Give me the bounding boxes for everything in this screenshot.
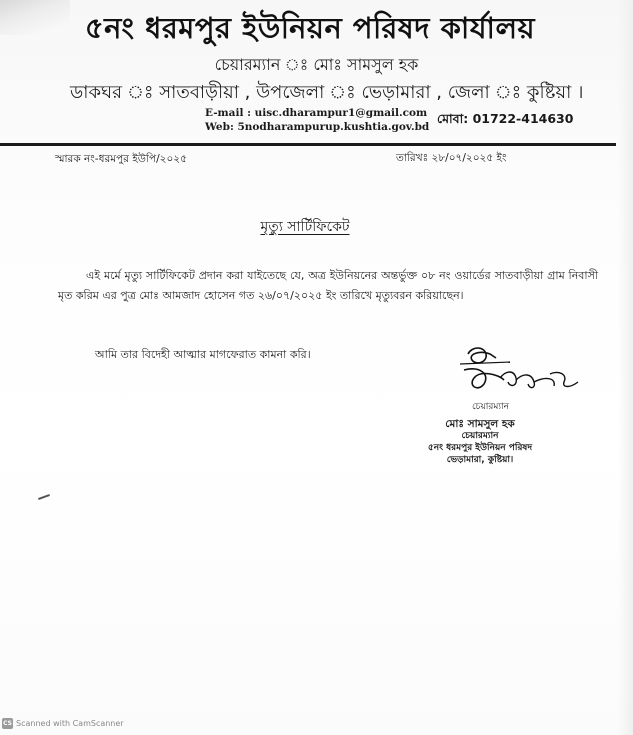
letterhead-divider: [0, 143, 616, 146]
handwritten-signature: [450, 340, 590, 400]
camscanner-logo-icon: CS: [3, 720, 12, 727]
paper-edge-shadow: [618, 0, 633, 735]
seal-organization: ৫নং ধরমপুর ইউনিয়ন পরিষদ: [427, 443, 533, 453]
letterhead-email: E-mail : uisc.dharampur1@gmail.com: [205, 107, 428, 119]
official-seal: [400, 418, 560, 466]
scanner-text: Scanned with CamScanner: [16, 719, 124, 728]
reference-number: স্মারক নং-ধরমপুর ইউপি/২০২৫: [55, 153, 187, 165]
issue-date: তারিখঃ ২৮/০৭/২০২৫ ইং: [396, 152, 507, 164]
letterhead-contact: [205, 106, 429, 134]
letterhead-title: ৫নং ধরমপুর ইউনিয়ন পরিষদ কার্যালয়: [84, 11, 536, 45]
stray-pen-mark: [38, 494, 50, 500]
certificate-body: এই মর্মে মৃত্যু সার্টিফিকেট প্রদান করা যাইতেছে যে, অত্র ইউনিয়নের অন্তর্ভুক্ত ০৮ নং ওয়ার্ডের সাতবাড়ীয়া গ্রাম নিবাসী মৃত করিম এর পুত্র মোঃ আমজাদ হোসেন গত ২৬/০৭/২০২৫ ইং তারিখে মৃত্যুবরন করিয়াছেন।: [58, 269, 598, 302]
letterhead-mobile: মোবা: 01722-414630: [437, 111, 574, 126]
scanner-watermark: [2, 718, 124, 729]
signature-caption: চেয়ারম্যান: [472, 402, 509, 412]
letterhead-web: Web: 5nodharampurup.kushtia.gov.bd: [205, 121, 430, 133]
seal-place: ভেড়ামারা, কুষ্টিয়া।: [446, 455, 514, 465]
certificate-closing: আমি তার বিদেহী আত্মার মাগফেরাত কামনা করি।: [95, 348, 311, 361]
letterhead-address: ডাকঘর ঃ সাতবাড়ীয়া , উপজেলা ঃ ভেড়ামারা , জেলা ঃ কুষ্টিয়া ।: [70, 82, 584, 103]
letterhead-chairman: চেয়ারম্যান ঃ মোঃ সামসুল হক: [214, 55, 419, 74]
seal-title: চেয়ারম্যান: [461, 431, 499, 441]
seal-name: মোঃ সামসুল হক: [445, 418, 515, 430]
certificate-heading: মৃত্যু সার্টিফিকেট: [260, 219, 350, 235]
